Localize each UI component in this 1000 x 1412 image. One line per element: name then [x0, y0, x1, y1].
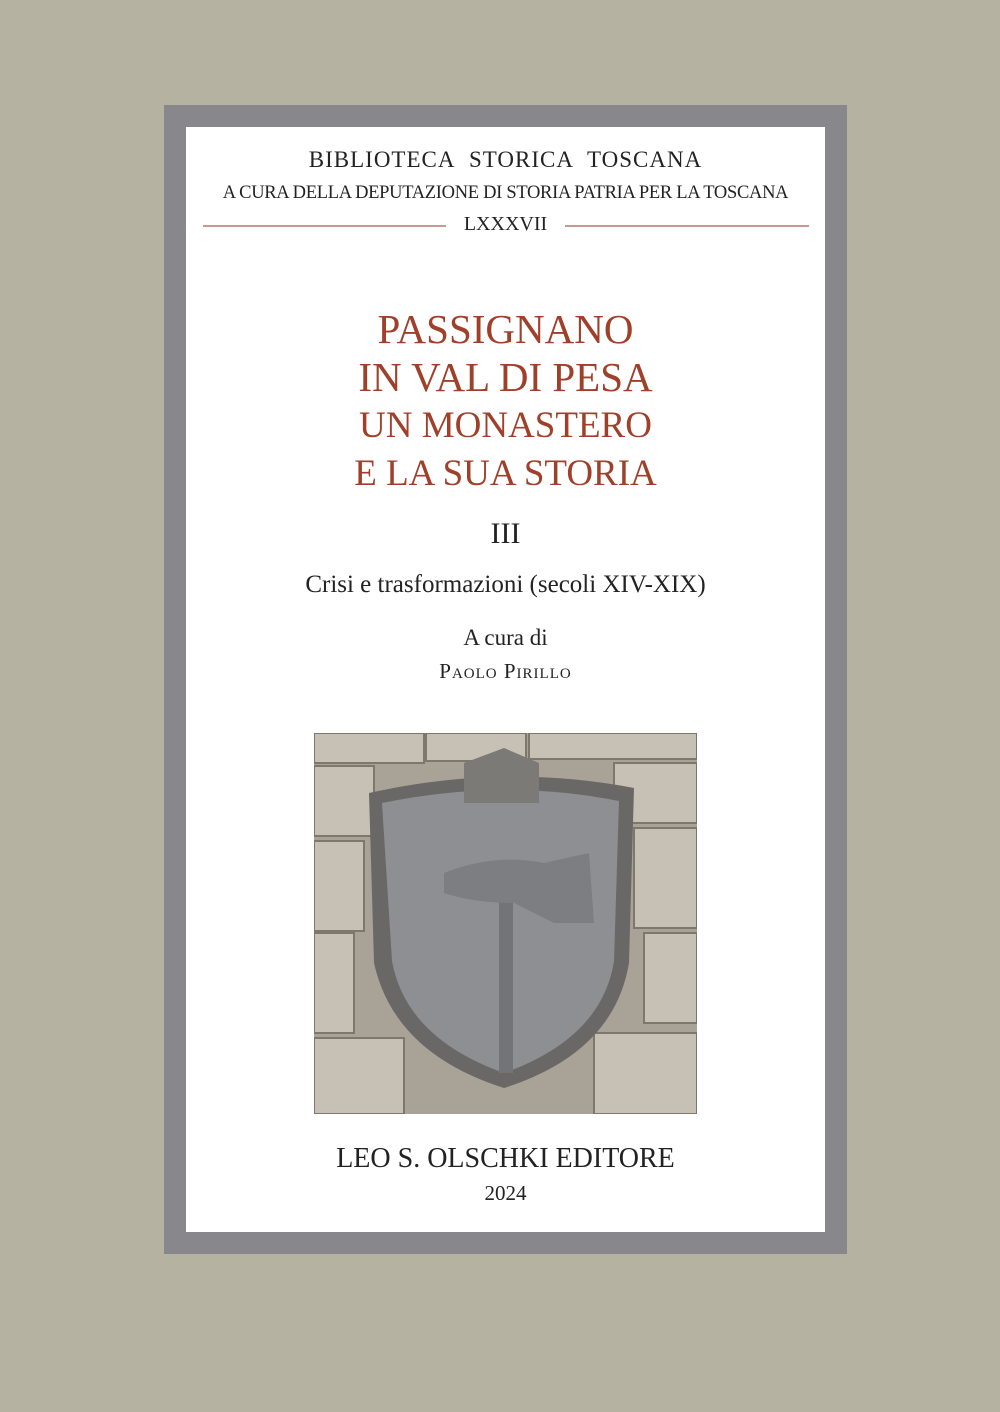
subtitle: Crisi e trasformazioni (secoli XIV-XIX)	[305, 571, 706, 598]
title-line-3: UN MONASTERO	[359, 405, 652, 446]
editor-name: Paolo Pirillo	[439, 659, 572, 683]
part-number: III	[490, 517, 521, 550]
cover-page	[186, 127, 825, 1232]
publisher: LEO S. OLSCHKI EDITORE	[336, 1143, 675, 1174]
title-line-4: E LA SUA STORIA	[354, 453, 657, 494]
title-line-1: PASSIGNANO	[377, 306, 634, 352]
series-name: BIBLIOTECA STORICA TOSCANA	[308, 147, 703, 172]
coat-of-arms-photo	[314, 733, 697, 1114]
publication-year: 2024	[484, 1181, 527, 1205]
title-line-2: IN VAL DI PESA	[358, 354, 653, 400]
divider-right	[565, 225, 809, 227]
series-curator: A CURA DELLA DEPUTAZIONE DI STORIA PATRIA PER LA TOSCANA	[222, 183, 789, 203]
volume-number: LXXXVII	[463, 213, 548, 235]
editor-label: A cura di	[463, 625, 548, 650]
